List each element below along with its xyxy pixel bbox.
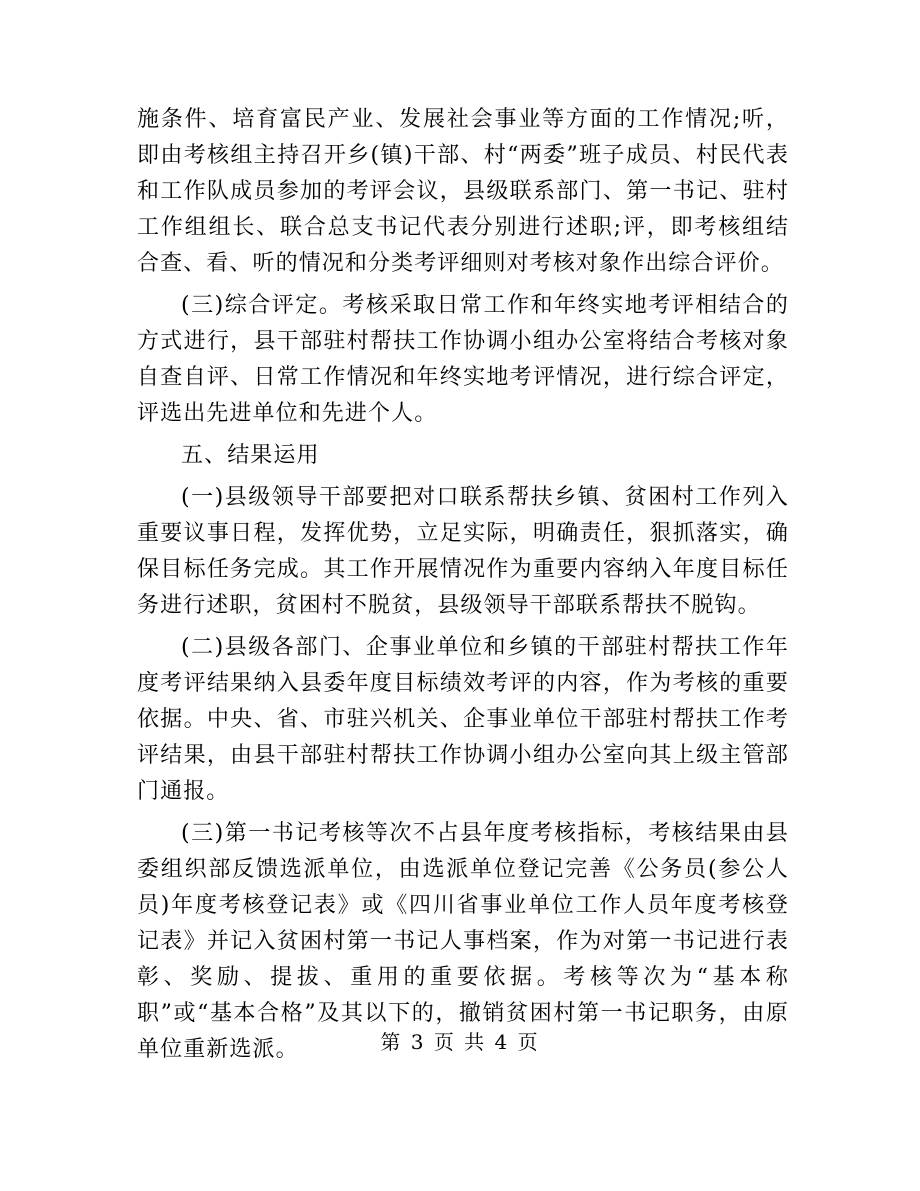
document-body [137,102,789,1068]
page-number-footer: 第 3 页 共 4 页 [380,1030,540,1054]
paragraph-continuation: 施条件、培育富民产业、发展社会事业等方面的工作情况;听，即由考核组主持召开乡(镇)干部、村“两委”班子成员、村民代表和工作队成员参加的考评会议，县级联系部门、第一书记、驻村工作组组长、联合总支书记代表分别进行述职;评，即考核组结合查、看、听的情况和分类考评细则对考核对象作出综合评价。 [137,107,789,276]
section-heading-results: 五、结果运用 [181,443,320,468]
paragraph-results-item-3: (三)第一书记考核等次不占县年度考核指标，考核结果由县委组织部反馈选派单位，由选派单位登记完善《公务员(参公人员)年度考核登记表》或《四川省事业单位工作人员年度考核登记表》并记入贫困村第一书记人事档案，作为对第一书记进行表彰、奖励、提拔、重用的重要依据。考核等次为“基本称职”或“基本合格”及其以下的，撤销贫困村第一书记职务，由原单位重新选派。 [137,821,789,1062]
paragraph-results-item-1: (一)县级领导干部要把对口联系帮扶乡镇、贫困村工作列入重要议事日程，发挥优势，立足实际，明确责任，狠抓落实，确保目标任务完成。其工作开展情况作为重要内容纳入年度目标任务进行述职，贫困村不脱贫，县级领导干部联系帮扶不脱钩。 [137,485,789,618]
paragraph-comprehensive-evaluation: (三)综合评定。考核采取日常工作和年终实地考评相结合的方式进行，县干部驻村帮扶工作协调小组办公室将结合考核对象自查自评、日常工作情况和年终实地考评情况，进行综合评定，评选出先进单位和先进个人。 [137,293,789,426]
paragraph-results-item-2: (二)县级各部门、企事业单位和乡镇的干部驻村帮扶工作年度考评结果纳入县委年度目标绩效考评的内容，作为考核的重要依据。中央、省、市驻兴机关、企事业单位干部驻村帮扶工作考评结果，由县干部驻村帮扶工作协调小组办公室向其上级主管部门通报。 [137,635,789,804]
